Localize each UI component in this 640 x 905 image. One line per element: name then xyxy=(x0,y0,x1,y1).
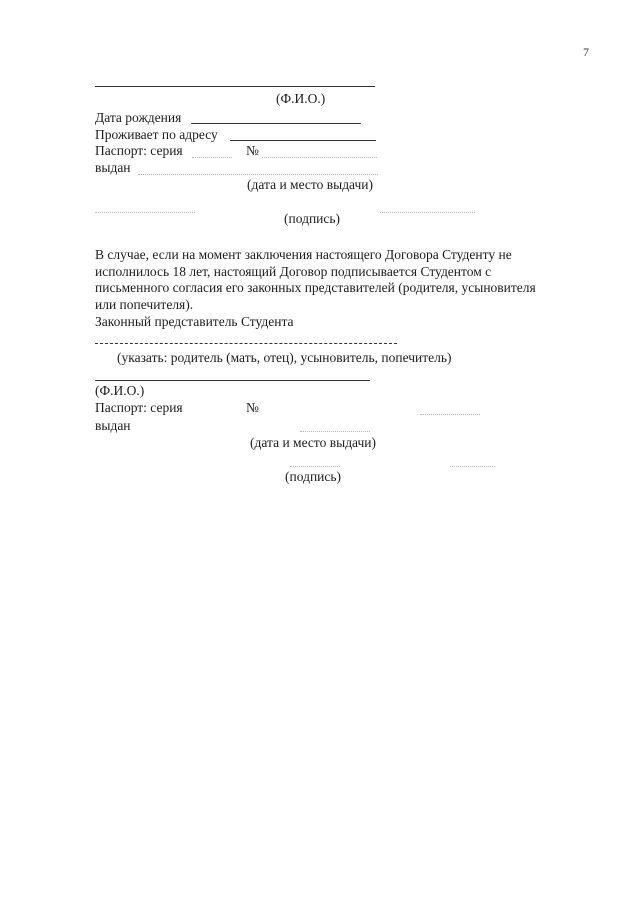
birth-date-line xyxy=(191,123,361,124)
representative-fio-line xyxy=(95,380,370,381)
issued-caption: (дата и место выдачи) xyxy=(247,177,374,192)
representative-signature-caption: (подпись) xyxy=(285,469,342,484)
representative-fio-caption: (Ф.И.О.) xyxy=(95,383,145,398)
representative-passport-number-label: № xyxy=(246,400,259,415)
representative-issued-label: выдан xyxy=(95,418,131,433)
passport-series-label: Паспорт: серия xyxy=(95,143,183,158)
representative-heading: Законный представитель Студента xyxy=(95,314,294,329)
passport-number-line xyxy=(262,157,377,158)
representative-signature-line-right xyxy=(450,466,495,467)
minor-consent-note xyxy=(95,247,595,313)
representative-passport-line xyxy=(420,414,480,415)
page-number: 7 xyxy=(583,45,589,59)
representative-issued-caption: (дата и место выдачи) xyxy=(250,435,377,450)
representative-issued-line xyxy=(300,431,370,432)
birth-date-label: Дата рождения xyxy=(95,110,182,125)
address-label: Проживает по адресу xyxy=(95,127,218,142)
note-line: или попечителя). xyxy=(95,296,194,312)
representative-relation-line xyxy=(95,343,397,344)
note-line: письменного согласия его законных представителей (родителя, усыновителя xyxy=(95,280,536,295)
issued-label: выдан xyxy=(95,160,131,175)
passport-series-line xyxy=(192,157,232,158)
address-line xyxy=(230,140,376,141)
student-fio-line xyxy=(95,86,375,87)
passport-number-label: № xyxy=(246,143,259,158)
note-line: В случае, если на момент заключения настоящего Договора Студенту не xyxy=(95,247,512,262)
representative-passport-series-label: Паспорт: серия xyxy=(95,400,183,415)
signature-line-right xyxy=(380,212,475,213)
signature-line-left xyxy=(95,212,195,213)
signature-caption: (подпись) xyxy=(284,211,341,226)
representative-relation-caption: (указать: родитель (мать, отец), усыновитель, попечитель) xyxy=(117,350,452,365)
issued-line xyxy=(138,174,378,175)
representative-signature-line xyxy=(290,466,340,467)
student-fio-caption: (Ф.И.О.) xyxy=(276,91,326,106)
note-line: исполнилось 18 лет, настоящий Договор подписывается Студентом с xyxy=(95,263,492,279)
